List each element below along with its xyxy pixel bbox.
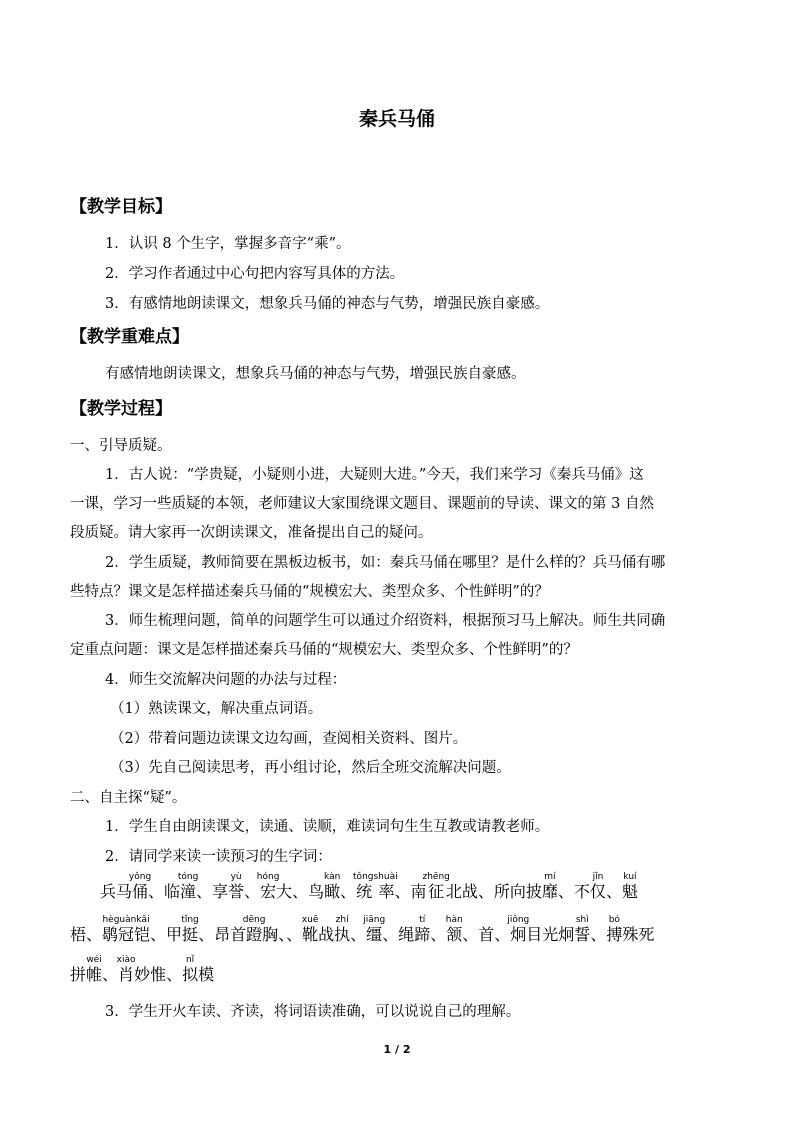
- paragraph-line: 3．学生开火车读、齐读，将词语读准确，可以说说自己的理解。: [105, 1004, 521, 1020]
- pinyin-annotation: bó: [606, 915, 623, 925]
- process-heading: 【教学过程】: [70, 399, 172, 419]
- vocab-word: 颔hàn: [445, 915, 463, 944]
- vocab-text: 、: [430, 925, 447, 944]
- vocab-word: 缰jiāng: [363, 915, 386, 944]
- paragraph-line: 段质疑。请大家再一次朗读课文，准备提出自己的疑问。: [70, 525, 433, 541]
- vocab-text: 、昂首: [198, 925, 247, 944]
- vocab-line: [70, 955, 214, 985]
- vocab-word: 蹄tí: [414, 915, 431, 944]
- part1-title: 一、引导质疑。: [70, 438, 172, 454]
- vocab-text: 模: [198, 965, 215, 984]
- vocab-text: 战: [318, 925, 335, 944]
- key-difficulty-heading: 【教学重难点】: [70, 327, 189, 347]
- pinyin-annotation: tǐng: [181, 915, 199, 925]
- vocab-word: 统率tǒngshuài: [353, 872, 398, 901]
- vocab-word: 肖xiào: [116, 955, 136, 984]
- paragraph-line: 1．古人说：“学贵疑，小疑则小进，大疑则大进。”今天，我们来学习《秦兵马俑》这: [105, 467, 644, 483]
- paragraph-line: 定重点问题：课文是怎样描述秦兵马俑的“规模宏大、类型众多、个性鲜明”的？: [70, 642, 578, 658]
- sub-item: （2）带着问题边读课文边勾画，查阅相关资料、图片。: [110, 731, 468, 747]
- vocab-word: 靴xuē: [301, 915, 319, 944]
- vocab-word: 拟nǐ: [182, 955, 199, 984]
- vocab-text: 、临: [148, 882, 181, 901]
- vocab-text: 、南: [394, 882, 427, 901]
- paragraph-line: 4．师生交流解决问题的办法与过程：: [105, 672, 347, 688]
- goal-item: 1．认识 8 个生字，掌握多音字“乘”。: [105, 236, 351, 252]
- vocab-word: 帷wéi: [86, 955, 103, 984]
- vocab-text: 、首、: [462, 925, 511, 944]
- vocab-word: 蹬dēng: [242, 915, 266, 944]
- vocab-word: 潼tóng: [177, 872, 199, 901]
- pinyin-annotation: hàn: [445, 915, 463, 925]
- vocab-word: 搏bó: [606, 915, 623, 944]
- paragraph-line: 2．学生质疑，教师简要在黑板边板书，如：秦兵马俑在哪里？是什么样的？兵马俑有哪: [105, 555, 666, 571]
- vocab-text: 、甲: [150, 925, 183, 944]
- vocab-word: 挺tǐng: [181, 915, 199, 944]
- vocab-text: 妙惟、: [134, 965, 183, 984]
- paragraph-line: 一课，学习一些质疑的本领，老师建议大家围绕课文题目、课题前的导读、课文的第 3 自然: [70, 496, 654, 512]
- pinyin-annotation: jǐn: [589, 872, 606, 882]
- pinyin-annotation: tóng: [177, 872, 199, 882]
- vocab-text: 梧、: [70, 925, 103, 944]
- vocab-text: 殊死: [622, 925, 655, 944]
- paragraph-line: 3．师生梳理问题，简单的问题学生可以通过介绍资料，根据预习马上解决。师生共同确: [105, 613, 666, 629]
- vocab-word: 鹖冠铠hèguànkǎi: [102, 915, 151, 944]
- pinyin-annotation: kuí: [621, 872, 638, 882]
- sub-item: （3）先自己阅读思考，再小组讨论，然后全班交流解决问题。: [110, 760, 511, 776]
- vocab-word: 俑yǒng: [128, 872, 152, 901]
- pinyin-annotation: shì: [574, 915, 591, 925]
- paragraph-line: 1．学生自由朗读课文，读通、读顺，难读词句生生互教或请教老师。: [105, 819, 550, 835]
- pinyin-annotation: wéi: [86, 955, 103, 965]
- vocab-word: 仅jǐn: [589, 872, 606, 901]
- vocab-word: 执zhí: [334, 915, 351, 944]
- vocab-line: [100, 872, 638, 902]
- pinyin-annotation: nǐ: [182, 955, 199, 965]
- pinyin-annotation: yǒng: [128, 872, 152, 882]
- pinyin-annotation: zhí: [334, 915, 351, 925]
- page-number: 1 / 2: [383, 1043, 411, 1056]
- pinyin-annotation: yù: [228, 872, 245, 882]
- vocab-text: 、: [244, 882, 261, 901]
- vocab-text: 拼: [70, 965, 87, 984]
- sub-item: （1）熟读课文，解决重点词语。: [110, 701, 323, 717]
- goal-item: 2．学习作者通过中心句把内容写具体的方法。: [105, 266, 405, 282]
- pinyin-annotation: jiǒng: [507, 915, 530, 925]
- goals-heading: 【教学目标】: [70, 197, 172, 217]
- vocab-word: 誓shì: [574, 915, 591, 944]
- pinyin-annotation: zhēng: [422, 872, 450, 882]
- vocab-word: 靡mí: [541, 872, 558, 901]
- pinyin-annotation: kàn: [324, 872, 341, 882]
- vocab-text: 兵马: [100, 882, 133, 901]
- document-title: 秦兵马俑: [358, 108, 435, 130]
- pinyin-annotation: jiāng: [363, 915, 386, 925]
- vocab-text: 、: [102, 965, 119, 984]
- goal-item: 3．有感情地朗读课文，想象兵马俑的神态与气势，增强民族自豪感。: [105, 296, 550, 312]
- vocab-word: 瞰kàn: [324, 872, 341, 901]
- pinyin-annotation: xuē: [301, 915, 319, 925]
- vocab-text: 大、鸟: [276, 882, 325, 901]
- vocab-text: 胸、、: [262, 925, 303, 944]
- pinyin-annotation: tí: [414, 915, 431, 925]
- pinyin-annotation: dēng: [242, 915, 266, 925]
- part2-title: 二、自主探“疑”。: [70, 790, 187, 806]
- pinyin-annotation: xiào: [116, 955, 136, 965]
- vocab-text: 、: [350, 925, 367, 944]
- vocab-text: 、: [590, 925, 607, 944]
- vocab-text: 、不: [557, 882, 590, 901]
- pinyin-annotation: hèguànkǎi: [102, 915, 151, 925]
- vocab-text: 、: [340, 882, 357, 901]
- pinyin-annotation: mí: [541, 872, 558, 882]
- vocab-word: 宏hóng: [256, 872, 280, 901]
- key-difficulty-text: 有感情地朗读课文，想象兵马俑的神态与气势，增强民族自豪感。: [105, 366, 526, 382]
- vocab-text: 目光炯: [526, 925, 575, 944]
- vocab-text: 北战、所向披: [445, 882, 542, 901]
- vocab-word: 魁kuí: [621, 872, 638, 901]
- vocab-text: 、: [605, 882, 622, 901]
- pinyin-annotation: tǒngshuài: [353, 872, 398, 882]
- pinyin-annotation: hóng: [256, 872, 280, 882]
- vocab-line: [70, 915, 654, 945]
- paragraph-line: 些特点？课文是怎样描述秦兵马俑的“规模宏大、类型众多、个性鲜明”的？: [70, 584, 549, 600]
- paragraph-line: 2．请同学来读一读预习的生字词：: [105, 849, 332, 865]
- vocab-word: 炯jiǒng: [507, 915, 530, 944]
- vocab-word: 誉yù: [228, 872, 245, 901]
- vocab-text: 、享: [196, 882, 229, 901]
- vocab-text: 、绳: [382, 925, 415, 944]
- vocab-word: 征zhēng: [422, 872, 450, 901]
